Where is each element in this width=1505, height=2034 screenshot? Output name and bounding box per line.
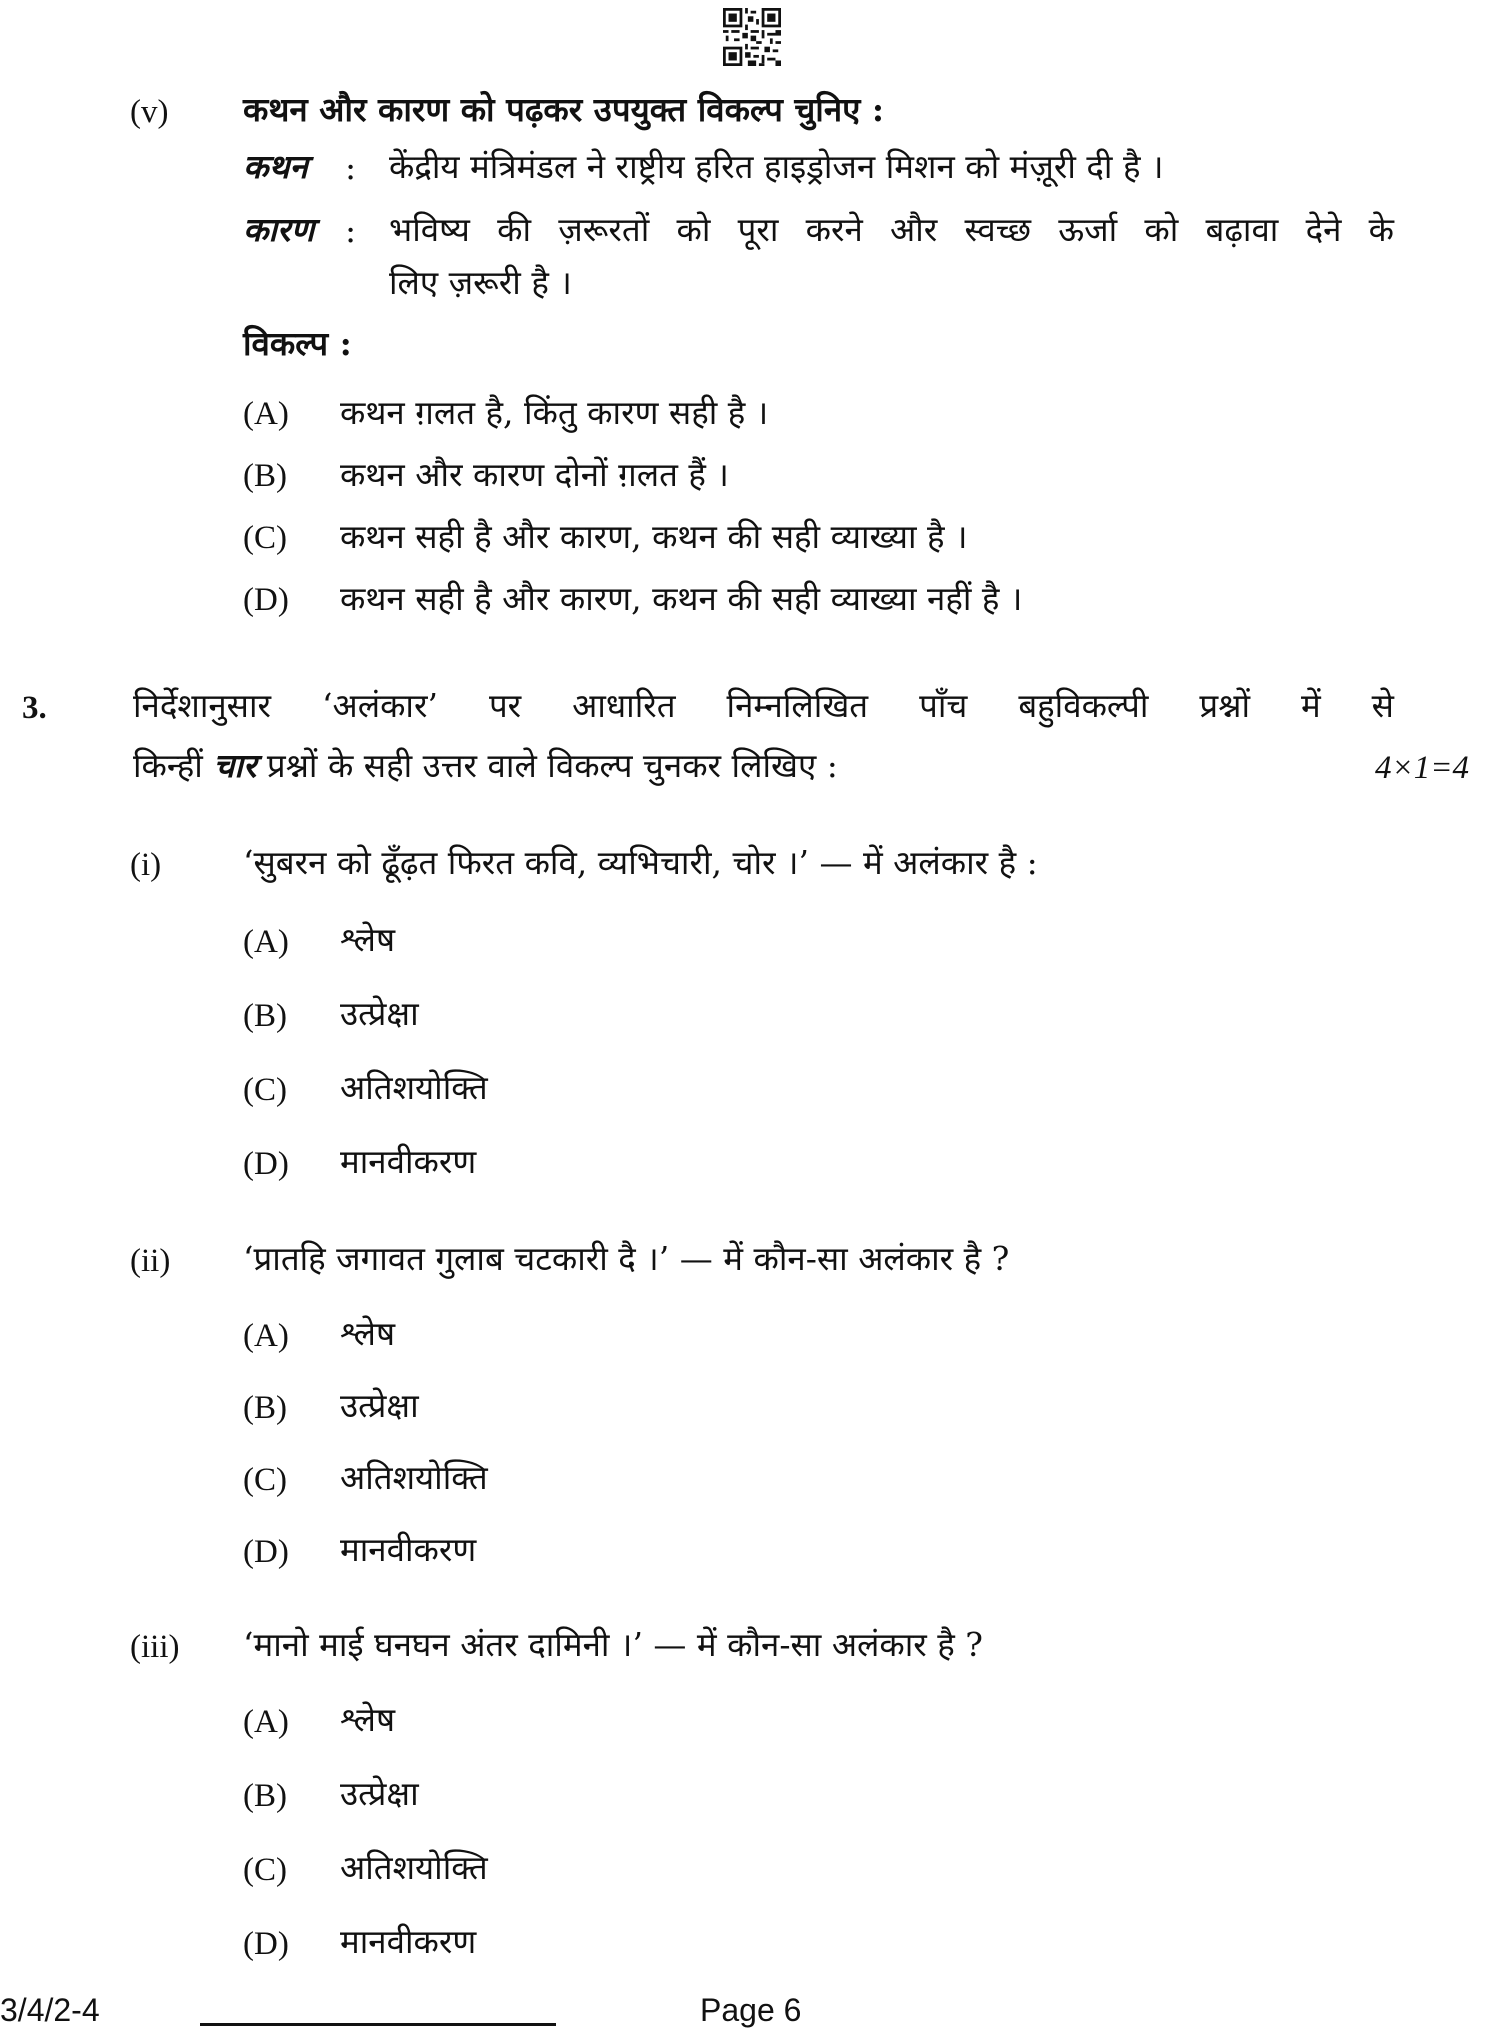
marks-label: 4×1=4: [1375, 750, 1470, 786]
reason-text-continued: लिए ज़रूरी है ।: [389, 263, 572, 302]
option-text: कथन सही है और कारण, कथन की सही व्याख्या है ।: [340, 517, 968, 556]
assertion-text: केंद्रीय मंत्रिमंडल ने राष्ट्रीय हरित हाइड्रोजन मिशन को मंज़ूरी दी है ।: [389, 147, 1164, 186]
option-text: कथन और कारण दोनों ग़लत हैं ।: [340, 455, 729, 494]
emphasis-text: चार: [213, 746, 257, 785]
option-text: अतिशयोक्ति: [340, 1848, 488, 1887]
option-label: (A): [243, 1704, 289, 1740]
option-label: (D): [243, 1146, 289, 1182]
option-label: (A): [243, 396, 289, 432]
subquestion-number: (i): [130, 847, 162, 883]
option-label: (B): [243, 1390, 287, 1426]
question-instruction: कथन और कारण को पढ़कर उपयुक्त विकल्प चुनिए :: [243, 90, 885, 129]
option-text: उत्प्रेक्षा: [340, 1774, 419, 1813]
assertion-colon: :: [345, 148, 357, 187]
option-text: मानवीकरण: [340, 1922, 477, 1961]
option-label: (A): [243, 1318, 289, 1354]
option-text: कथन सही है और कारण, कथन की सही व्याख्या नहीं है ।: [340, 579, 1023, 618]
option-text: मानवीकरण: [340, 1530, 477, 1569]
option-text: श्लेष: [340, 920, 396, 959]
qr-code-icon: [723, 8, 781, 66]
paper-code: 3/4/2-4: [0, 1992, 100, 2028]
option-label: (B): [243, 1778, 287, 1814]
option-text: श्लेष: [340, 1700, 396, 1739]
option-text: कथन ग़लत है, किंतु कारण सही है ।: [340, 393, 769, 432]
option-label: (C): [243, 520, 287, 556]
reason-text: भविष्य की ज़रूरतों को पूरा करने और स्वच्छ ऊर्जा को बढ़ावा देने के: [389, 210, 1394, 249]
option-text: अतिशयोक्ति: [340, 1458, 488, 1497]
reason-label: कारण: [243, 210, 315, 249]
page-number: Page 6: [700, 1992, 802, 2028]
footer-divider: [200, 2023, 556, 2026]
option-text: अतिशयोक्ति: [340, 1068, 488, 1107]
subquestion-number: (iii): [130, 1629, 180, 1665]
option-label: (D): [243, 1534, 289, 1570]
reason-colon: :: [345, 211, 357, 250]
question-instruction: निर्देशानुसार ‘अलंकार’ पर आधारित निम्नलिखित पाँच बहुविकल्पी प्रश्नों में से: [133, 686, 1394, 725]
question-number: (v): [130, 94, 169, 130]
option-label: (C): [243, 1852, 287, 1888]
options-heading: विकल्प :: [243, 324, 352, 363]
option-label: (C): [243, 1072, 287, 1108]
option-label: (A): [243, 924, 289, 960]
option-label: (C): [243, 1462, 287, 1498]
option-text: मानवीकरण: [340, 1142, 477, 1181]
option-label: (D): [243, 1926, 289, 1962]
option-text: उत्प्रेक्षा: [340, 994, 419, 1033]
assertion-label: कथन: [243, 147, 308, 186]
option-text: श्लेष: [340, 1314, 396, 1353]
option-label: (D): [243, 582, 289, 618]
option-text: उत्प्रेक्षा: [340, 1386, 419, 1425]
subquestion-text: ‘सुबरन को ढूँढ़त फिरत कवि, व्यभिचारी, चोर ।’ — में अलंकार है :: [243, 843, 1038, 882]
question-instruction-line2: किन्हीं चार प्रश्नों के सही उत्तर वाले विकल्प चुनकर लिखिए :: [133, 746, 838, 785]
subquestion-text: ‘मानो माई घनघन अंतर दामिनी ।’ — में कौन-सा अलंकार है ?: [243, 1625, 984, 1664]
question-number: 3.: [22, 690, 47, 726]
subquestion-text: ‘प्रातहि जगावत गुलाब चटकारी दै ।’ — में कौन-सा अलंकार है ?: [243, 1239, 1010, 1278]
option-label: (B): [243, 458, 287, 494]
option-label: (B): [243, 998, 287, 1034]
subquestion-number: (ii): [130, 1243, 171, 1279]
